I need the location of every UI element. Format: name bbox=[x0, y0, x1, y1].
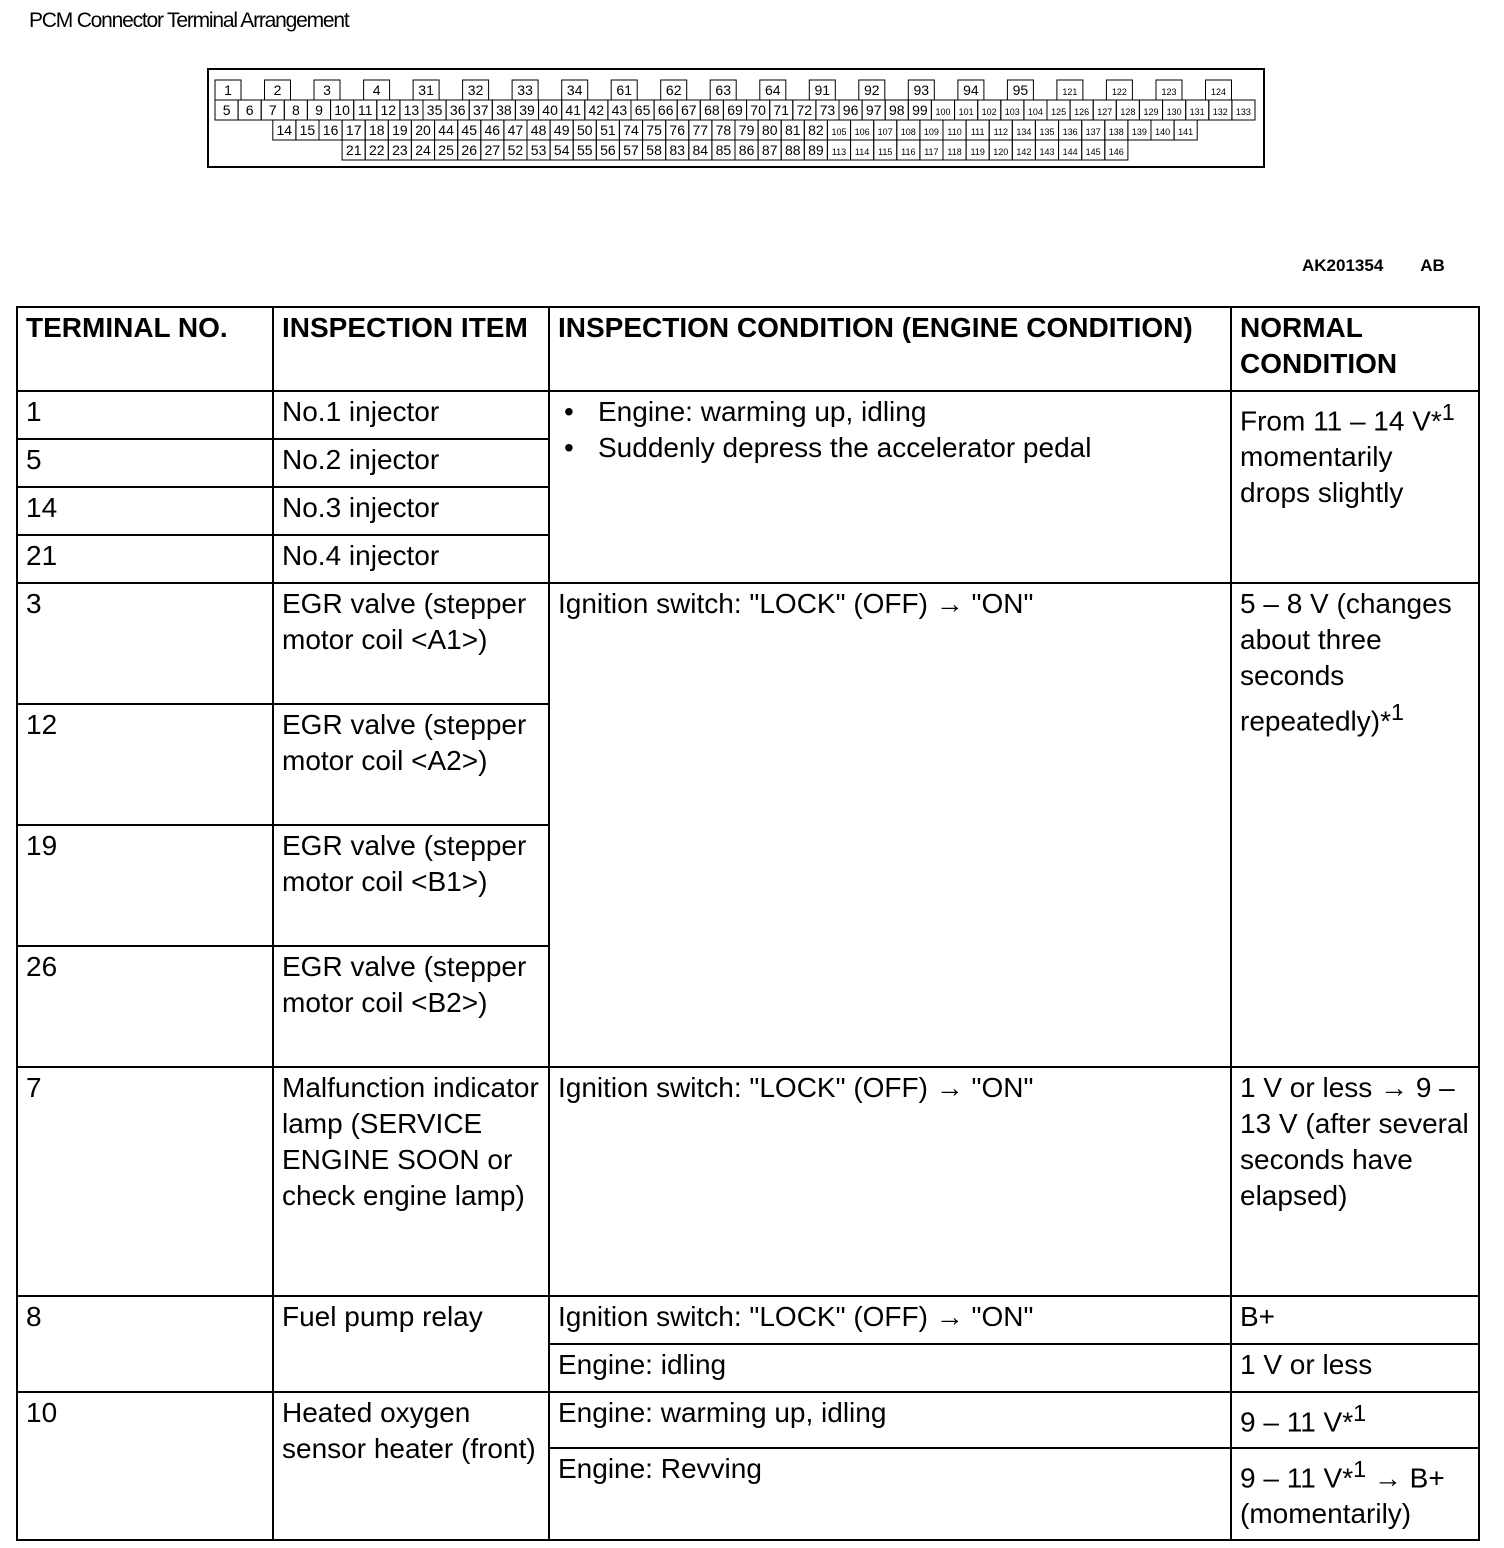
terminal-number: 134 bbox=[1016, 127, 1032, 137]
terminal-number: 108 bbox=[900, 127, 916, 137]
list-item: • Suddenly depress the accelerator pedal bbox=[558, 430, 1222, 466]
terminal-number: 32 bbox=[467, 82, 484, 98]
terminal-number: 63 bbox=[715, 82, 731, 98]
normal-text: 5 – 8 V (changes about three seconds repeatedly)* bbox=[1240, 588, 1452, 737]
terminal-number: 61 bbox=[616, 82, 632, 98]
terminal-number: 11 bbox=[357, 102, 373, 118]
item-cell: EGR valve (stepper motor coil <A1>) bbox=[273, 583, 549, 704]
terminal-number: 55 bbox=[577, 142, 593, 158]
terminal-cell: 26 bbox=[17, 946, 273, 1067]
terminal-number: 89 bbox=[808, 142, 824, 158]
terminal-number: 109 bbox=[923, 127, 939, 137]
normal-cell: 1 V or less bbox=[1231, 1344, 1479, 1392]
terminal-number: 93 bbox=[913, 82, 930, 98]
terminal-number: 18 bbox=[369, 122, 385, 138]
terminal-number: 42 bbox=[588, 102, 605, 118]
terminal-number: 83 bbox=[669, 142, 685, 158]
terminal-number: 100 bbox=[935, 107, 951, 117]
terminal-number: 106 bbox=[854, 127, 870, 137]
terminal-number: 104 bbox=[1027, 107, 1043, 117]
terminal-number: 112 bbox=[993, 127, 1008, 137]
terminal-number: 135 bbox=[1039, 127, 1055, 137]
header-terminal: TERMINAL NO. bbox=[17, 307, 273, 391]
normal-text: 9 – 11 V* bbox=[1240, 1462, 1354, 1494]
terminal-number: 33 bbox=[517, 82, 533, 98]
terminal-number: 146 bbox=[1108, 147, 1124, 157]
item-cell: No.2 injector bbox=[273, 439, 549, 487]
terminal-number: 13 bbox=[403, 102, 420, 118]
item-cell: No.3 injector bbox=[273, 487, 549, 535]
terminal-number: 82 bbox=[808, 122, 824, 138]
header-normal: NORMAL CONDITION bbox=[1231, 307, 1479, 391]
terminal-number: 75 bbox=[646, 122, 662, 138]
table-row bbox=[17, 583, 1479, 704]
terminal-number: 27 bbox=[484, 142, 501, 158]
terminal-number: 127 bbox=[1097, 107, 1113, 117]
terminal-number: 53 bbox=[530, 142, 547, 158]
figure-revision: AB bbox=[1420, 256, 1445, 275]
terminal-number: 116 bbox=[901, 147, 916, 157]
table-row bbox=[17, 1392, 1479, 1448]
figure-id: AK201354 bbox=[1302, 256, 1384, 275]
terminal-number: 91 bbox=[814, 82, 831, 98]
terminal-number: 130 bbox=[1166, 107, 1182, 117]
terminal-number: 72 bbox=[796, 102, 813, 118]
terminal-number: 115 bbox=[878, 147, 893, 157]
item-cell: EGR valve (stepper motor coil <B1>) bbox=[273, 825, 549, 946]
terminal-cell: 19 bbox=[17, 825, 273, 946]
terminal-number: 110 bbox=[947, 127, 962, 137]
terminal-number: 4 bbox=[372, 82, 381, 98]
normal-cell bbox=[1231, 1392, 1479, 1448]
terminal-number: 79 bbox=[738, 122, 755, 138]
item-cell: Heated oxygen sensor heater (front) bbox=[273, 1392, 549, 1540]
terminal-number: 120 bbox=[993, 147, 1009, 157]
terminal-number: 118 bbox=[947, 147, 962, 157]
terminal-number: 1 bbox=[224, 82, 232, 98]
terminal-number: 58 bbox=[646, 142, 662, 158]
normal-text: 9 – 11 V* bbox=[1240, 1406, 1354, 1438]
terminal-number: 87 bbox=[761, 142, 778, 158]
terminal-number: 8 bbox=[292, 102, 300, 118]
terminal-number: 50 bbox=[577, 122, 593, 138]
terminal-number: 84 bbox=[692, 142, 709, 158]
terminal-number: 129 bbox=[1143, 107, 1159, 117]
terminal-number: 69 bbox=[727, 102, 743, 118]
terminal-number: 133 bbox=[1235, 107, 1251, 117]
terminal-number: 71 bbox=[773, 102, 789, 118]
terminal-number: 34 bbox=[566, 82, 583, 98]
terminal-number: 62 bbox=[665, 82, 682, 98]
table-row bbox=[17, 1296, 1479, 1344]
terminal-number: 65 bbox=[634, 102, 651, 118]
terminal-cell: 14 bbox=[17, 487, 273, 535]
terminal-cell: 8 bbox=[17, 1296, 273, 1392]
terminal-number: 22 bbox=[369, 142, 385, 158]
terminal-number: 21 bbox=[345, 142, 362, 158]
terminal-number: 137 bbox=[1085, 127, 1101, 137]
condition-cell: Ignition switch: "LOCK" (OFF) → "ON" bbox=[549, 1067, 1231, 1296]
terminal-number: 3 bbox=[323, 82, 331, 98]
terminal-number: 26 bbox=[461, 142, 477, 158]
terminal-cell: 5 bbox=[17, 439, 273, 487]
normal-cell: B+ bbox=[1231, 1296, 1479, 1344]
terminal-number: 43 bbox=[611, 102, 628, 118]
terminal-number: 94 bbox=[963, 82, 979, 98]
terminal-number: 10 bbox=[334, 102, 350, 118]
terminal-number: 64 bbox=[765, 82, 781, 98]
terminal-number: 7 bbox=[268, 102, 277, 118]
terminal-number: 74 bbox=[623, 122, 639, 138]
terminal-number: 49 bbox=[553, 122, 570, 138]
terminal-number: 31 bbox=[418, 82, 434, 98]
terminal-number: 125 bbox=[1051, 107, 1067, 117]
terminal-number: 9 bbox=[315, 102, 323, 118]
terminal-number: 36 bbox=[449, 102, 466, 118]
terminal-number: 142 bbox=[1016, 147, 1032, 157]
terminal-number: 126 bbox=[1074, 107, 1090, 117]
terminal-cell: 21 bbox=[17, 535, 273, 583]
condition-cell: Engine: warming up, idling bbox=[549, 1392, 1231, 1448]
terminal-number: 68 bbox=[704, 102, 720, 118]
terminal-number: 122 bbox=[1111, 87, 1127, 97]
item-cell: Fuel pump relay bbox=[273, 1296, 549, 1392]
terminal-cell: 7 bbox=[17, 1067, 273, 1296]
pcm-connector-diagram bbox=[207, 68, 1265, 168]
terminal-number: 136 bbox=[1062, 127, 1078, 137]
normal-text: → B+ (momentarily) bbox=[1240, 1462, 1445, 1530]
terminal-number: 6 bbox=[245, 102, 254, 118]
terminal-number: 24 bbox=[415, 142, 431, 158]
table-header-row bbox=[17, 307, 1479, 391]
terminal-number: 132 bbox=[1212, 107, 1228, 117]
terminal-cell: 12 bbox=[17, 704, 273, 825]
terminal-number: 128 bbox=[1120, 107, 1136, 117]
item-cell: EGR valve (stepper motor coil <B2>) bbox=[273, 946, 549, 1067]
terminal-number: 39 bbox=[519, 102, 535, 118]
terminal-number: 101 bbox=[958, 107, 974, 117]
terminal-number: 123 bbox=[1161, 87, 1177, 97]
normal-cell bbox=[1231, 583, 1479, 1067]
terminal-inspection-table bbox=[16, 306, 1480, 1541]
condition-cell: Engine: Revving bbox=[549, 1448, 1231, 1540]
terminal-cell: 1 bbox=[17, 391, 273, 439]
connector-terminal-grid bbox=[209, 70, 1263, 166]
terminal-number: 47 bbox=[507, 122, 524, 138]
terminal-number: 2 bbox=[273, 82, 282, 98]
footnote-mark: 1 bbox=[1353, 1456, 1367, 1482]
terminal-number: 23 bbox=[392, 142, 408, 158]
terminal-number: 5 bbox=[222, 102, 231, 118]
terminal-number: 119 bbox=[970, 147, 985, 157]
terminal-number: 25 bbox=[438, 142, 454, 158]
terminal-number: 111 bbox=[970, 127, 985, 137]
terminal-number: 46 bbox=[484, 122, 501, 138]
terminal-number: 102 bbox=[981, 107, 997, 117]
normal-cell: 1 V or less → 9 – 13 V (after several seconds have elapsed) bbox=[1231, 1067, 1479, 1296]
terminal-number: 144 bbox=[1062, 147, 1078, 157]
condition-cell: Ignition switch: "LOCK" (OFF) → "ON" bbox=[549, 1296, 1231, 1344]
condition-list bbox=[558, 394, 1222, 466]
terminal-number: 76 bbox=[669, 122, 685, 138]
header-condition: INSPECTION CONDITION (ENGINE CONDITION) bbox=[549, 307, 1231, 391]
terminal-number: 57 bbox=[623, 142, 639, 158]
item-cell: Malfunction indicator lamp (SERVICE ENGINE SOON or check engine lamp) bbox=[273, 1067, 549, 1296]
terminal-number: 56 bbox=[600, 142, 616, 158]
terminal-number: 73 bbox=[819, 102, 836, 118]
terminal-number: 96 bbox=[842, 102, 859, 118]
terminal-number: 99 bbox=[912, 102, 928, 118]
figure-code bbox=[1302, 256, 1445, 276]
terminal-number: 51 bbox=[600, 122, 616, 138]
terminal-number: 121 bbox=[1062, 87, 1078, 97]
condition-cell: Engine: idling bbox=[549, 1344, 1231, 1392]
terminal-number: 114 bbox=[854, 147, 870, 157]
item-cell: No.4 injector bbox=[273, 535, 549, 583]
normal-text: momentarily drops slightly bbox=[1240, 441, 1404, 509]
terminal-number: 131 bbox=[1189, 107, 1205, 117]
terminal-number: 66 bbox=[657, 102, 674, 118]
item-cell: No.1 injector bbox=[273, 391, 549, 439]
terminal-number: 14 bbox=[276, 122, 293, 138]
terminal-number: 86 bbox=[738, 142, 755, 158]
terminal-number: 124 bbox=[1210, 87, 1227, 97]
terminal-number: 78 bbox=[715, 122, 732, 138]
terminal-number: 97 bbox=[865, 102, 882, 118]
terminal-number: 48 bbox=[530, 122, 547, 138]
normal-cell bbox=[1231, 1448, 1479, 1540]
terminal-cell: 10 bbox=[17, 1392, 273, 1540]
list-item: • Engine: warming up, idling bbox=[558, 394, 1222, 430]
terminal-number: 41 bbox=[565, 102, 581, 118]
condition-cell bbox=[549, 391, 1231, 583]
terminal-number: 12 bbox=[380, 102, 397, 118]
terminal-number: 95 bbox=[1012, 82, 1029, 98]
terminal-number: 54 bbox=[553, 142, 570, 158]
terminal-number: 52 bbox=[507, 142, 524, 158]
terminal-number: 15 bbox=[299, 122, 316, 138]
terminal-number: 141 bbox=[1178, 127, 1194, 137]
header-item: INSPECTION ITEM bbox=[273, 307, 549, 391]
terminal-number: 117 bbox=[924, 147, 939, 157]
table-row bbox=[17, 391, 1479, 439]
terminal-number: 105 bbox=[831, 127, 847, 137]
terminal-number: 98 bbox=[889, 102, 905, 118]
terminal-number: 139 bbox=[1131, 127, 1147, 137]
terminal-number: 35 bbox=[426, 102, 443, 118]
item-cell: EGR valve (stepper motor coil <A2>) bbox=[273, 704, 549, 825]
terminal-number: 81 bbox=[785, 122, 801, 138]
terminal-number: 85 bbox=[715, 142, 732, 158]
terminal-number: 67 bbox=[681, 102, 697, 118]
condition-cell: Ignition switch: "LOCK" (OFF) → "ON" bbox=[549, 583, 1231, 1067]
normal-cell bbox=[1231, 391, 1479, 583]
footnote-mark: 1 bbox=[1390, 699, 1404, 725]
terminal-number: 19 bbox=[392, 122, 408, 138]
terminal-number: 38 bbox=[496, 102, 512, 118]
terminal-number: 140 bbox=[1155, 127, 1171, 137]
terminal-number: 37 bbox=[473, 102, 489, 118]
terminal-number: 16 bbox=[322, 122, 339, 138]
terminal-number: 88 bbox=[785, 142, 801, 158]
terminal-number: 107 bbox=[877, 127, 893, 137]
terminal-number: 45 bbox=[461, 122, 477, 138]
terminal-number: 143 bbox=[1039, 147, 1055, 157]
footnote-mark: 1 bbox=[1353, 1400, 1367, 1426]
terminal-number: 80 bbox=[761, 122, 778, 138]
terminal-number: 77 bbox=[692, 122, 709, 138]
footnote-mark: 1 bbox=[1441, 399, 1455, 425]
terminal-number: 44 bbox=[438, 122, 454, 138]
terminal-number: 92 bbox=[864, 82, 880, 98]
terminal-number: 145 bbox=[1085, 147, 1101, 157]
terminal-number: 20 bbox=[415, 122, 431, 138]
terminal-number: 17 bbox=[345, 122, 362, 138]
terminal-number: 103 bbox=[1004, 107, 1020, 117]
terminal-number: 70 bbox=[750, 102, 766, 118]
terminal-number: 40 bbox=[542, 102, 558, 118]
terminal-number: 113 bbox=[831, 147, 847, 157]
table-row bbox=[17, 1067, 1479, 1296]
terminal-number: 138 bbox=[1108, 127, 1124, 137]
terminal-cell: 3 bbox=[17, 583, 273, 704]
diagram-title: PCM Connector Terminal Arrangement bbox=[29, 9, 349, 32]
normal-text: From 11 – 14 V* bbox=[1240, 405, 1442, 437]
